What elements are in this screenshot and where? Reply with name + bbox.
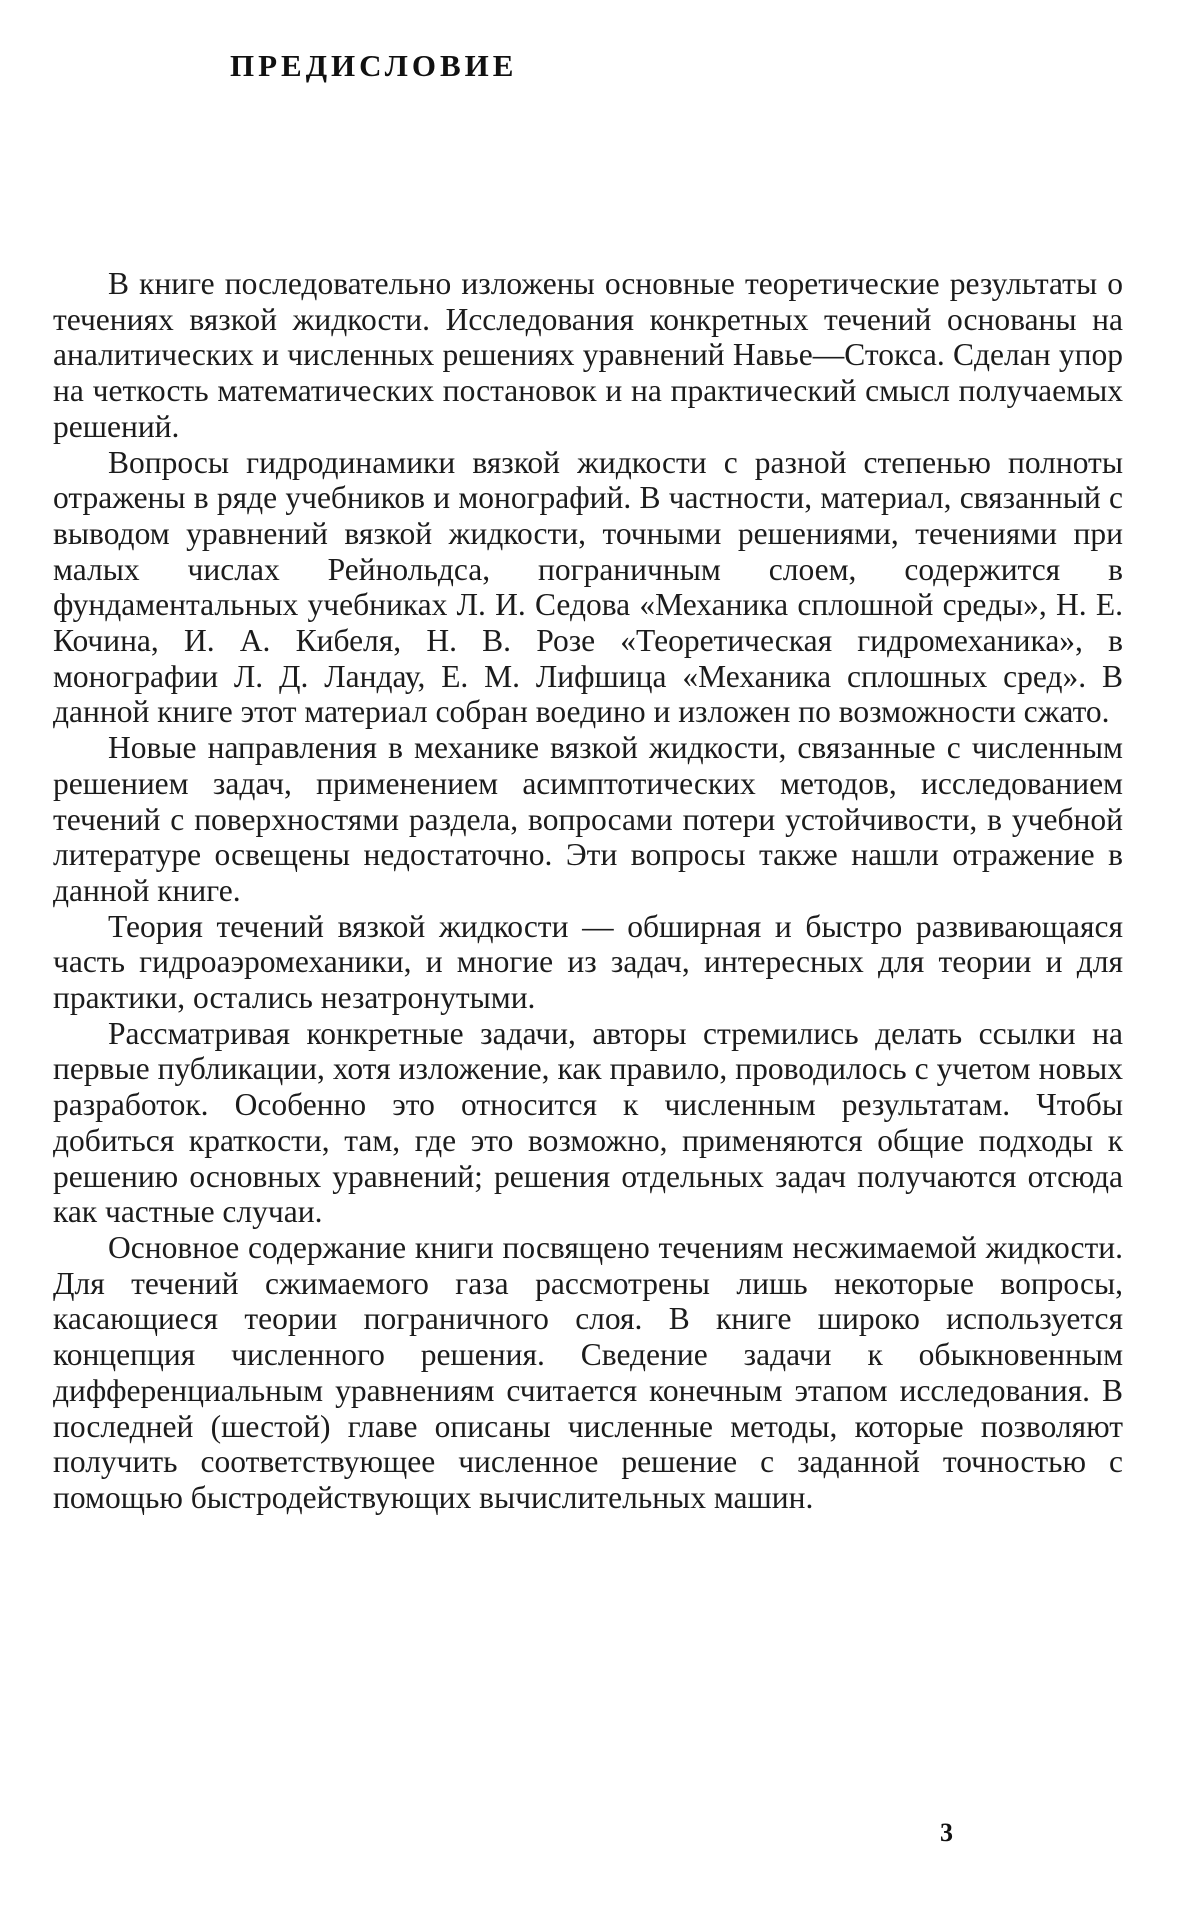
page-title: ПРЕДИСЛОВИЕ — [230, 48, 518, 83]
paragraph: Рассматривая конкретные задачи, авторы стремились делать ссылки на первые публикации, хотя изложение, как правило, проводилось с учетом новых разработок. Особенно это относится к численным результатам. Чтобы добиться краткости, там, где это возможно, применяются общие подходы к решению основных уравнений; решения отдельных задач получаются отсюда как частные случаи. — [53, 1015, 1123, 1230]
paragraph: Вопросы гидродинамики вязкой жидкости с разной степенью полноты отражены в ряде учебников и монографий. В частности, материал, связанный с выводом уравнений вязкой жидкости, точными решениями, течениями при малых числах Рейнольдса, пограничным слоем, содержится в фундаментальных учебниках Л. И. Седова «Механика сплошной среды», Н. Е. Кочина, И. А. Кибеля, Н. В. Розе «Теоретическая гидромеханика», в монографии Л. Д. Ландау, Е. М. Лифшица «Механика сплошных сред». В данной книге этот материал собран воедино и изложен по возможности сжато. — [53, 444, 1123, 730]
preface-body — [53, 266, 1123, 1516]
paragraph: Основное содержание книги посвящено течениям несжимаемой жидкости. Для течений сжимаемого газа рассмотрены лишь некоторые вопросы, касающиеся теории пограничного слоя. В книге широко используется концепция численного решения. Сведение задачи к обыкновенным дифференциальным уравнениям считается конечным этапом исследования. В последней (шестой) главе описаны численные методы, которые позволяют получить соответствующее численное решение с заданной точностью с помощью быстродействующих вычислительных машин. — [53, 1229, 1123, 1515]
paragraph: Теория течений вязкой жидкости — обширная и быстро развивающаяся часть гидроаэромеханики, и многие из задач, интересных для теории и для практики, остались незатронутыми. — [53, 908, 1123, 1016]
paragraph: Новые направления в механике вязкой жидкости, связанные с численным решением задач, применением асимптотических методов, исследованием течений с поверхностями раздела, вопросами потери устойчивости, в учебной литературе освещены недостаточно. Эти вопросы также нашли отражение в данной книге. — [53, 730, 1123, 908]
page-number: 3 — [940, 1818, 953, 1847]
paragraph: В книге последовательно изложены основные теоретические результаты о течениях вязкой жидкости. Исследования конкретных течений основаны на аналитических и численных решениях уравнений Навье—Стокса. Сделан упор на четкость математических постановок и на практический смысл получаемых решений. — [53, 266, 1123, 444]
